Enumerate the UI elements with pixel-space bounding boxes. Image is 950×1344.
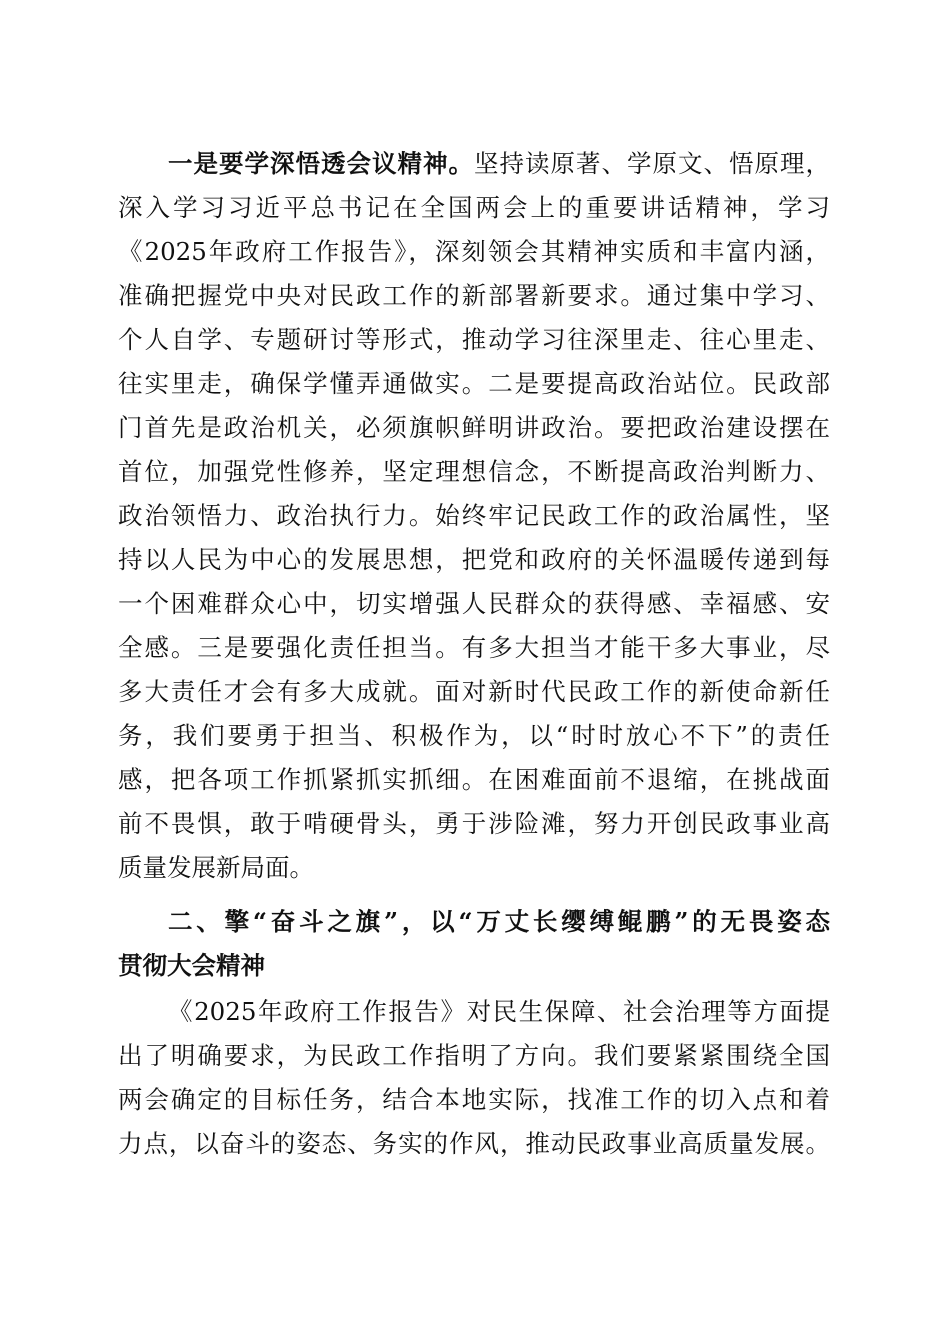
paragraph-line: 全感。三是要强化责任担当。有多大担当才能干多大事业，尽 [118, 633, 830, 662]
paragraph-line: 力点，以奋斗的姿态、务实的作风，推动民政事业高质量发展。 [118, 1129, 830, 1158]
paragraph-line: 首位，加强党性修养，坚定理想信念，不断提高政治判断力、 [118, 457, 830, 486]
paragraph-line: 持以人民为中心的发展思想，把党和政府的关怀温暖传递到每 [118, 545, 830, 574]
paragraph-line: 感，把各项工作抓紧抓实抓细。在困难面前不退缩，在挑战面 [118, 765, 830, 794]
paragraph-line: 质量发展新局面。 [118, 853, 314, 882]
section-heading-continued: 贯彻大会精神 [118, 951, 265, 980]
paragraph-line: 务，我们要勇于担当、积极作为，以“时时放心不下”的责任 [118, 721, 830, 750]
paragraph-text: 坚持读原著、学原文、悟原理， [474, 149, 830, 178]
paragraph-line: 往实里走，确保学懂弄通做实。二是要提高政治站位。民政部 [118, 369, 830, 398]
paragraph-line: 出了明确要求，为民政工作指明了方向。我们要紧紧围绕全国 [118, 1041, 830, 1070]
paragraph-line: 前不畏惧，敢于啃硬骨头，勇于涉险滩，努力开创民政事业高 [118, 809, 830, 838]
paragraph-line: 一个困难群众心中，切实增强人民群众的获得感、幸福感、安 [118, 589, 830, 618]
paragraph-line [168, 142, 830, 186]
paragraph-line: 个人自学、专题研讨等形式，推动学习往深里走、往心里走、 [118, 325, 830, 354]
paragraph-line: 多大责任才会有多大成就。面对新时代民政工作的新使命新任 [118, 677, 830, 706]
section-heading: 二、擎“奋斗之旗”，以“万丈长缨缚鲲鹏”的无畏姿态 [168, 907, 830, 936]
paragraph-line: 准确把握党中央对民政工作的新部署新要求。通过集中学习、 [118, 281, 830, 310]
paragraph-line: 两会确定的目标任务，结合本地实际，找准工作的切入点和着 [118, 1085, 830, 1114]
paragraph-lead-heading: 一是要学深悟透会议精神。 [168, 149, 474, 178]
paragraph-line: 深入学习习近平总书记在全国两会上的重要讲话精神，学习 [118, 193, 830, 222]
paragraph-line: 政治领悟力、政治执行力。始终牢记民政工作的政治属性，坚 [118, 501, 830, 530]
paragraph-line: 《2025年政府工作报告》，深刻领会其精神实质和丰富内涵， [118, 237, 830, 266]
paragraph-line: 《2025年政府工作报告》对民生保障、社会治理等方面提 [168, 997, 830, 1026]
paragraph-line: 门首先是政治机关，必须旗帜鲜明讲政治。要把政治建设摆在 [118, 413, 830, 442]
